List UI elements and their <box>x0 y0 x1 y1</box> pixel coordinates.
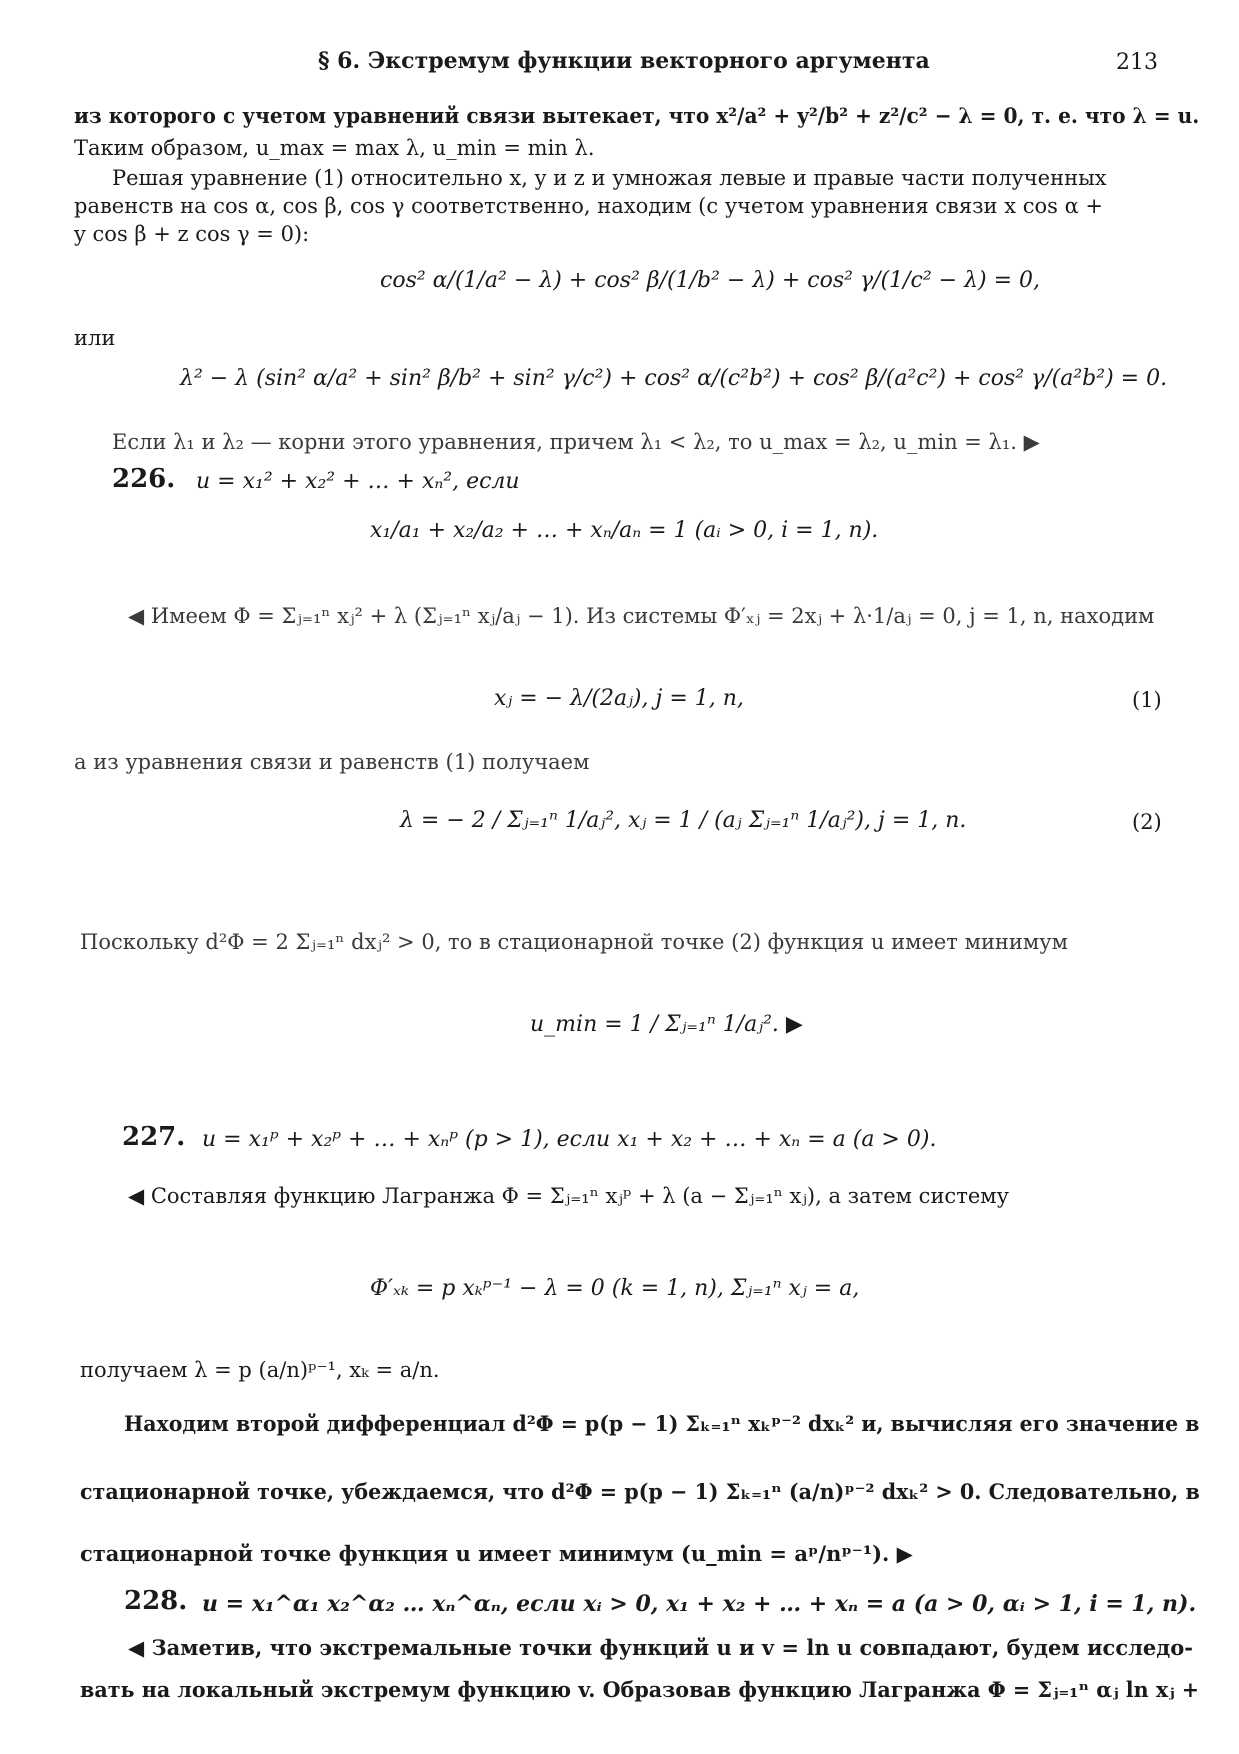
text-line: Решая уравнение (1) относительно x, y и z и умножая левые и правые части полученных <box>112 166 1107 190</box>
problem-number: 228. <box>124 1586 188 1616</box>
text-line: Если λ₁ и λ₂ — корни этого уравнения, причем λ₁ < λ₂, то u_max = λ₂, u_min = λ₁. ▶ <box>112 430 1040 454</box>
text-line: из которого с учетом уравнений связи вытекает, что x²/a² + y²/b² + z²/c² − λ = 0, т. е. что λ = u. <box>74 103 1200 128</box>
running-header: § 6. Экстремум функции векторного аргумента <box>318 48 930 74</box>
equation: x₁/a₁ + x₂/a₂ + … + xₙ/aₙ = 1 (aᵢ > 0, i = 1, n). <box>370 518 879 543</box>
equation: Φ′ₓₖ = p xₖᵖ⁻¹ − λ = 0 (k = 1, n), Σⱼ₌₁ⁿ xⱼ = a, <box>370 1276 860 1301</box>
equation: u_min = 1 / Σⱼ₌₁ⁿ 1/aⱼ². ▶ <box>530 1012 803 1037</box>
equation-tag: (2) <box>1132 810 1162 834</box>
text-line: Поскольку d²Φ = 2 Σⱼ₌₁ⁿ dxⱼ² > 0, то в стационарной точке (2) функция u имеет минимум <box>80 930 1068 954</box>
equation-tag: (1) <box>1132 688 1162 712</box>
equation: cos² α/(1/a² − λ) + cos² β/(1/b² − λ) + cos² γ/(1/c² − λ) = 0, <box>380 268 1041 293</box>
problem-number: 226. <box>112 464 176 494</box>
text-line: или <box>74 326 116 350</box>
problem-statement: u = x₁^α₁ x₂^α₂ … xₙ^αₙ, если xᵢ > 0, x₁ + x₂ + … + xₙ = a (a > 0, αᵢ > 1, i = 1, n). <box>202 1591 1197 1617</box>
text-line: ◀ Имеем Φ = Σⱼ₌₁ⁿ xⱼ² + λ (Σⱼ₌₁ⁿ xⱼ/aⱼ − 1). Из системы Φ′ₓⱼ = 2xⱼ + λ·1/aⱼ = 0, j = 1, n, находим <box>128 604 1155 628</box>
text-line: стационарной точке, убеждаемся, что d²Φ = p(p − 1) Σₖ₌₁ⁿ (a/n)ᵖ⁻² dxₖ² > 0. Следовательно, в <box>80 1479 1200 1504</box>
text-line: вать на локальный экстремум функцию v. Образовав функцию Лагранжа Φ = Σⱼ₌₁ⁿ αⱼ ln xⱼ + <box>80 1677 1200 1702</box>
equation: λ = − 2 / Σⱼ₌₁ⁿ 1/aⱼ², xⱼ = 1 / (aⱼ Σⱼ₌₁ⁿ 1/aⱼ²), j = 1, n. <box>400 808 967 833</box>
problem-number: 227. <box>122 1122 186 1152</box>
equation: xⱼ = − λ/(2aⱼ), j = 1, n, <box>494 686 744 711</box>
equation: λ² − λ (sin² α/a² + sin² β/b² + sin² γ/c²) + cos² α/(c²b²) + cos² β/(a²c²) + cos² γ/(a²b²) = 0. <box>180 366 1168 391</box>
text-line: Таким образом, u_max = max λ, u_min = min λ. <box>74 136 595 160</box>
text-line: стационарной точке функция u имеет минимум (u_min = aᵖ/nᵖ⁻¹). ▶ <box>80 1541 913 1566</box>
text-line: Находим второй дифференциал d²Φ = p(p − 1) Σₖ₌₁ⁿ xₖᵖ⁻² dxₖ² и, вычисляя его значение в <box>124 1411 1200 1436</box>
text-line: а из уравнения связи и равенств (1) получаем <box>74 750 590 774</box>
problem-statement: u = x₁² + x₂² + … + xₙ², если <box>196 469 520 494</box>
problem-statement: u = x₁ᵖ + x₂ᵖ + … + xₙᵖ (p > 1), если x₁ + x₂ + … + xₙ = a (a > 0). <box>202 1127 937 1152</box>
text-line: y cos β + z cos γ = 0): <box>74 222 310 246</box>
text-line: равенств на cos α, cos β, cos γ соответственно, находим (с учетом уравнения связи x cos α + <box>74 194 1104 218</box>
page-number: 213 <box>1116 50 1158 75</box>
text-line: ◀ Составляя функцию Лагранжа Φ = Σⱼ₌₁ⁿ xⱼᵖ + λ (a − Σⱼ₌₁ⁿ xⱼ), а затем систему <box>128 1184 1009 1208</box>
text-line: ◀ Заметив, что экстремальные точки функций u и v = ln u совпадают, будем исследо- <box>128 1635 1194 1660</box>
text-line: получаем λ = p (a/n)ᵖ⁻¹, xₖ = a/n. <box>80 1358 440 1382</box>
